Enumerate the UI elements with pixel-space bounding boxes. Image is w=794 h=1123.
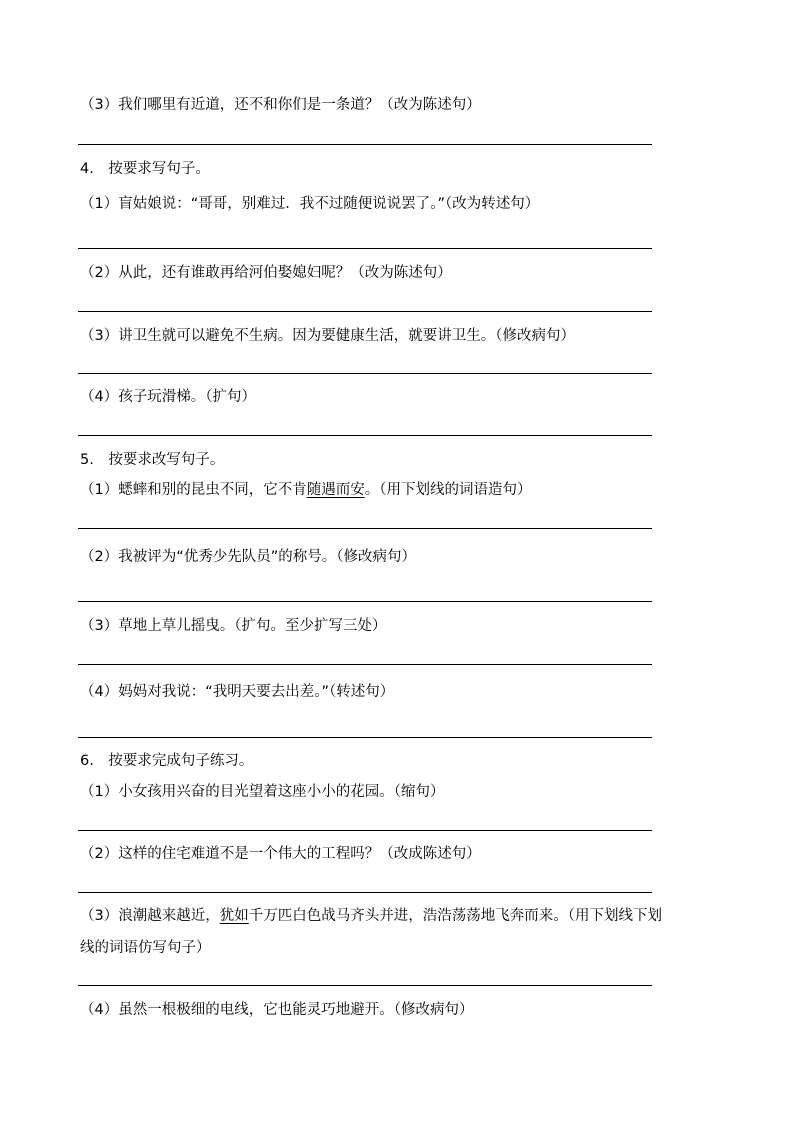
answer-line[interactable] xyxy=(78,664,652,665)
answer-line[interactable] xyxy=(78,601,652,602)
answer-line[interactable] xyxy=(78,373,652,374)
question-5-1-before: （1）蟋蟀和别的昆虫不同，它不肯 xyxy=(80,482,307,498)
answer-line[interactable] xyxy=(78,311,652,312)
question-6-3-before: （3）浪潮越来越近， xyxy=(80,908,220,924)
question-4-1: （1）盲姑娘说：“哥哥，别难过．我不过随便说说罢了。”（改为转述句） xyxy=(80,196,540,212)
question-6-1: （1）小女孩用兴奋的目光望着这座小小的花园。（缩句） xyxy=(80,784,445,800)
question-4-2: （2）从此，还有谁敢再给河伯娶媳妇呢？（改为陈述句） xyxy=(80,265,452,281)
underlined-word: 随遇而安 xyxy=(306,482,365,498)
answer-line[interactable] xyxy=(78,528,652,529)
question-5-3: （3）草地上草儿摇曳。（扩句。至少扩写三处） xyxy=(80,618,387,634)
answer-line[interactable] xyxy=(78,830,652,831)
answer-line[interactable] xyxy=(78,248,652,249)
answer-line[interactable] xyxy=(78,737,652,738)
question-6-3 xyxy=(80,906,662,926)
question-3-3: （3）我们哪里有近道，还不和你们是一条道？（改为陈述句） xyxy=(80,97,481,113)
question-5-4: （4）妈妈对我说：“我明天要去出差。”（转述句） xyxy=(80,684,395,700)
question-4-3: （3）讲卫生就可以避免不生病。因为要健康生活，就要讲卫生。（修改病句） xyxy=(80,328,575,344)
answer-line[interactable] xyxy=(78,985,652,986)
question-6-heading: 6. 按要求完成句子练习。 xyxy=(80,753,254,769)
question-4-heading: 4. 按要求写句子。 xyxy=(80,161,210,177)
question-6-3-after: 千万匹白色战马齐头并进，浩浩荡荡地飞奔而来。（用下划线下划 xyxy=(248,908,662,924)
question-4-4: （4）孩子玩滑梯。（扩句） xyxy=(80,389,256,405)
question-5-1 xyxy=(80,480,531,500)
question-5-2: （2）我被评为“优秀少先队员”的称号。（修改病句） xyxy=(80,549,416,565)
question-5-1-after: 。（用下划线的词语造句） xyxy=(364,482,532,498)
answer-line[interactable] xyxy=(78,892,652,893)
question-6-3-line2: 线的词语仿写句子） xyxy=(80,940,211,956)
question-6-2: （2）这样的住宅难道不是一个伟大的工程吗？（改成陈述句） xyxy=(80,846,481,862)
answer-line[interactable] xyxy=(78,435,652,436)
question-5-heading: 5. 按要求改写句子。 xyxy=(80,452,225,468)
underlined-word: 犹如 xyxy=(219,908,249,924)
question-6-4: （4）虽然一根极细的电线，它也能灵巧地避开。（修改病句） xyxy=(80,1002,474,1018)
answer-line[interactable] xyxy=(78,144,652,145)
